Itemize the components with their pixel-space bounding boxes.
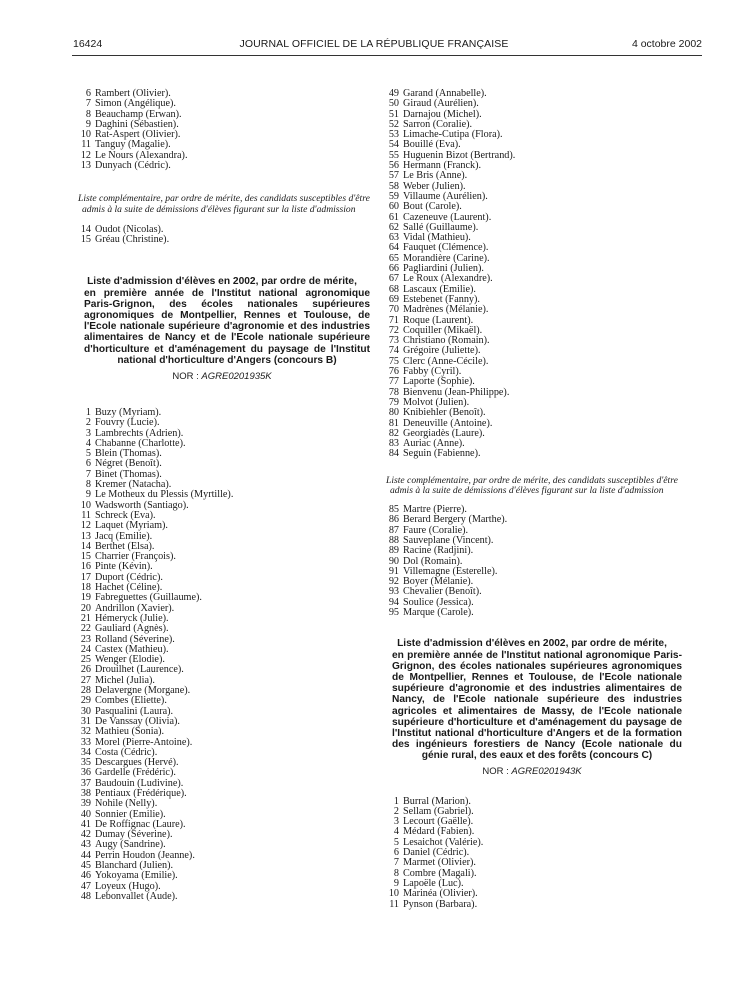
candidate-name: Perrin Houdon (Jeanne). [95,849,195,861]
rank-number: 67 [388,273,399,285]
list-item [382,408,682,418]
candidate-name: Wenger (Elodie). [95,654,165,666]
rank-number: 66 [388,263,399,275]
rank-number: 75 [388,355,399,367]
rank-number: 64 [388,242,399,254]
rank-number: 3 [85,427,91,439]
list-item [74,235,370,245]
candidate-name: Clerc (Anne-Cécile). [403,355,489,367]
candidate-name: De Vanssay (Olivia). [95,715,180,727]
rank-number: 6 [85,88,91,99]
rank-number: 6 [85,458,91,470]
rank-number: 43 [80,839,91,851]
rank-number: 11 [81,509,91,521]
nor-reference [74,371,370,382]
candidate-name: Rambert (Olivier). [95,88,171,99]
rank-number: 81 [388,417,399,429]
candidate-name: Dunyach (Cédric). [95,160,171,172]
admission-list-concours-c [382,797,682,910]
candidate-name: Molvot (Julien). [403,396,470,408]
candidate-name: Bouillé (Eva). [403,139,461,151]
complementary-list [74,225,370,246]
rank-number: 20 [80,602,91,614]
candidate-name: Hachet (Céline). [95,582,163,594]
candidate-name: De Roffignac (Laure). [95,818,186,830]
candidate-name: Le Nours (Alexandra). [95,149,188,161]
rank-number: 87 [388,524,399,536]
candidate-name: Pasqualini (Laura). [95,705,174,717]
rank-number: 39 [80,798,91,810]
candidate-name: Drouilhet (Laurence). [95,664,184,676]
rank-number: 52 [388,118,399,130]
candidate-name: Gréau (Christine). [95,234,170,246]
candidate-name: Duport (Cédric). [95,571,163,583]
candidate-name: Lebonvallet (Aude). [95,890,178,902]
rank-number: 15 [80,234,91,246]
rank-number: 42 [80,829,91,841]
candidate-name: Racine (Radjini). [403,545,474,557]
rank-number: 35 [80,757,91,769]
candidate-name: Loyeux (Hugo). [95,880,161,892]
candidate-name: Hermann (Franck). [403,160,482,172]
rank-number: 24 [80,643,91,655]
rank-number: 25 [80,654,91,666]
rank-number: 2 [393,805,399,817]
rank-number: 10 [80,499,91,511]
candidate-name: Garand (Annabelle). [403,88,487,99]
list-item [382,900,682,910]
left-column [74,89,370,902]
rank-number: 84 [388,448,399,460]
rank-number: 13 [80,160,91,172]
candidate-name: Oudot (Nicolas). [95,223,164,235]
candidate-name: Michel (Julia). [95,674,155,686]
rank-number: 61 [388,211,399,223]
rank-number: 86 [388,514,399,526]
rank-number: 38 [80,787,91,799]
rank-number: 41 [80,818,91,830]
candidate-name: Sallé (Guillaume). [403,221,479,233]
candidate-name: Fauquet (Clémence). [403,242,489,254]
rank-number: 1 [85,407,91,418]
candidate-name: Morandière (Carine). [403,252,490,264]
rank-number: 23 [80,633,91,645]
rank-number: 26 [80,664,91,676]
candidate-name: Madrènes (Mélanie). [403,304,489,316]
rank-number: 30 [80,705,91,717]
candidate-name: Costa (Cédric). [95,746,158,758]
rank-number: 10 [80,129,91,141]
candidate-name: Delavergne (Morgane). [95,685,191,697]
candidate-name: Huguenin Bizot (Bertrand). [403,149,516,161]
candidate-name: Auriac (Anne). [403,438,465,450]
candidate-name: Sonnier (Emilie). [95,808,166,820]
candidate-name: Estebenet (Fanny). [403,293,480,305]
candidate-name: Daghini (Sébastien). [95,118,179,130]
nor-code: AGRE0201935K [201,371,272,382]
rank-number: 47 [80,880,91,892]
candidate-name: Gardelle (Frédéric). [95,767,176,779]
rank-number: 60 [388,201,399,213]
rank-number: 5 [85,448,91,460]
candidate-name: Simon (Angélique). [95,98,176,110]
candidate-name: Weber (Julien). [403,180,466,192]
rank-number: 83 [388,438,399,450]
candidate-name: Gauliard (Agnès). [95,623,169,635]
candidate-name: Schreck (Eva). [95,509,156,521]
candidate-name: Grégoire (Juliette). [403,345,481,357]
rank-number: 74 [388,345,399,357]
rank-number: 18 [80,582,91,594]
heading-body: en première année de l'Institut national agronomique Paris-Grignon, des écoles nationales supérieures agronomiques de Montpellier, Rennes et Toulouse, de l'Ecole nationale supérieure d'agronomie et des industries alimentaires de Nancy et de l'Ecole nationale supérieure d'horticulture et d'aménagement du paysage de l'Institut national d'horticulture d'Angers (concours B) [84,287,370,366]
candidate-name: Villemagne (Esterelle). [403,565,498,577]
rank-number: 36 [80,767,91,779]
candidate-name: Dumay (Séverine). [95,829,173,841]
candidate-name: Lascaux (Emilie). [403,283,476,295]
candidate-name: Andrillon (Xavier). [95,602,175,614]
rank-number: 11 [389,898,399,910]
candidate-name: Négret (Benoît). [95,458,162,470]
rank-number: 27 [80,674,91,686]
candidate-name: Daniel (Cédric). [403,847,470,859]
rank-number: 65 [388,252,399,264]
rank-number: 45 [80,860,91,872]
candidate-name: Pinte (Kévin). [95,561,153,573]
heading-body: en première année de l'Institut national agronomique Paris-Grignon, des écoles nationales supérieures agronomiques de Montpellier, Rennes et Toulouse, de l'Ecole nationale supérieure d'agronomie et des industries alimentaires de Nancy, de l'Ecole nationale supérieure des industries agricoles et alimentaires de Massy, de l'Ecole nationale supérieure d'horticulture et d'aménagement du paysage de l'Institut national d'horticulture d'Angers et de la formation des ingénieurs forestiers de Nancy (Ecole nationale du génie rural, des eaux et des forêts (concours C) [392,649,682,762]
candidate-name: Lambrechts (Adrien). [95,427,184,439]
rank-number: 14 [80,540,91,552]
list-item [74,892,370,902]
candidate-name: Berthet (Elsa). [95,540,155,552]
rank-number: 85 [388,504,399,516]
candidate-name: Charrier (François). [95,551,176,563]
list-item [74,161,370,171]
candidate-name: Darnajou (Michel). [403,108,482,120]
candidate-name: Jacq (Emilie). [95,530,153,542]
rank-number: 2 [85,417,91,429]
rank-number: 88 [388,534,399,546]
candidate-name: Roque (Laurent). [403,314,474,326]
candidate-name: Knibiehler (Benoît). [403,407,486,419]
candidate-name: Hémeryck (Julie). [95,612,169,624]
candidate-name: Marinéa (Olivier). [403,888,478,900]
rank-number: 33 [80,736,91,748]
candidate-name: Le Motheux du Plessis (Myrtille). [95,489,234,501]
rank-number: 9 [393,877,399,889]
rank-number: 7 [85,98,91,110]
candidate-name: Rolland (Séverine). [95,633,175,645]
nor-code: AGRE0201943K [511,765,582,777]
rank-number: 29 [80,695,91,707]
candidate-name: Lecourt (Gaëlle). [403,816,474,828]
complementary-list-note: Liste complémentaire, par ordre de mérite, des candidats susceptibles d'être admis à la suite de démissions d'élèves figurant sur la liste d'admission [386,474,678,497]
candidate-name: Deneuville (Antoine). [403,417,493,429]
candidate-name: Kremer (Natacha). [95,479,172,491]
rank-number: 92 [388,576,399,588]
candidate-name: Seguin (Fabienne). [403,448,481,460]
candidate-name: Descargues (Hervé). [95,757,179,769]
rank-number: 13 [80,530,91,542]
rank-number: 7 [393,857,399,869]
rank-number: 31 [80,715,91,727]
candidate-name: Faure (Coralie). [403,524,469,536]
rank-number: 78 [388,386,399,398]
rank-number: 54 [388,139,399,151]
candidate-name: Le Roux (Alexandre). [403,273,493,285]
candidate-name: Morel (Pierre-Antoine). [95,736,193,748]
candidate-name: Laquet (Myriam). [95,520,168,532]
nor-label: NOR : [172,371,199,382]
page-number: 16424 [73,38,103,50]
candidate-name: Combes (Eliette). [95,695,167,707]
rank-number: 8 [85,479,91,491]
rank-number: 17 [80,571,91,583]
list-item [382,449,682,459]
admission-list-concours-b [74,408,370,902]
rank-number: 79 [388,396,399,408]
candidate-name: Rat-Aspert (Olivier). [95,129,181,141]
rank-number: 71 [388,314,399,326]
candidate-name: Pynson (Barbara). [403,898,478,910]
candidate-name: Bienvenu (Jean-Philippe). [403,386,510,398]
rank-number: 56 [388,160,399,172]
rank-number: 10 [388,888,399,900]
rank-number: 3 [393,816,399,828]
candidate-name: Lapoële (Luc). [403,877,464,889]
rank-number: 8 [393,867,399,879]
rank-number: 28 [80,685,91,697]
candidate-name: Lesaichot (Valérie). [403,836,484,848]
candidate-name: Dol (Romain). [403,555,463,567]
rank-number: 50 [388,98,399,110]
complementary-list-concours-b [382,505,682,618]
nor-reference [382,766,682,777]
complementary-list-note: Liste complémentaire, par ordre de mérite, des candidats susceptibles d'être admis à la suite de démissions d'élèves figurant sur la liste d'admission [78,193,370,216]
rank-number: 40 [80,808,91,820]
rank-number: 94 [388,596,399,608]
heading-first-line: Liste d'admission d'élèves en 2002, par ordre de mérite, [87,276,357,288]
candidate-name: Limache-Cutipa (Flora). [403,129,503,141]
rank-number: 9 [85,489,91,501]
issue-date: 4 octobre 2002 [631,38,702,50]
candidate-name: Cazeneuve (Laurent). [403,211,492,223]
rank-number: 48 [80,890,91,902]
candidate-name: Blein (Thomas). [95,448,162,460]
candidate-name: Yokoyama (Emilie). [95,870,178,882]
candidate-name: Fouvry (Lucie). [95,417,160,429]
rank-number: 5 [393,836,399,848]
rank-number: 46 [80,870,91,882]
rank-number: 14 [80,223,91,235]
right-column [382,89,682,910]
candidate-name: Burral (Marion). [403,795,471,807]
section-heading-concours-b [74,276,370,366]
candidate-name: Nohile (Nelly). [95,798,158,810]
list-item [74,624,370,634]
candidate-name: Sarron (Coralie). [403,118,473,130]
rank-number: 32 [80,726,91,738]
rank-number: 73 [388,335,399,347]
rank-number: 4 [393,826,399,838]
candidate-name: Sellam (Gabriel). [403,805,474,817]
rank-number: 12 [80,149,91,161]
rank-number: 8 [85,108,91,120]
candidate-name: Médard (Fabien). [403,826,475,838]
rank-number: 19 [80,592,91,604]
candidate-name: Beauchamp (Erwan). [95,108,182,120]
candidate-name: Mathieu (Sonia). [95,726,165,738]
candidate-name: Berard Bergery (Marthe). [403,514,508,526]
candidate-name: Marque (Carole). [403,607,474,619]
candidate-name: Georgiadès (Laure). [403,427,485,439]
candidate-name: Blanchard (Julien). [95,860,174,872]
candidate-name: Martre (Pierre). [403,504,467,516]
rank-number: 44 [80,849,91,861]
list-item [382,608,682,618]
rank-number: 70 [388,304,399,316]
candidate-name: Bout (Carole). [403,201,462,213]
candidate-name: Buzy (Myriam). [95,407,162,418]
rank-number: 6 [393,847,399,859]
rank-number: 62 [388,221,399,233]
rank-number: 59 [388,190,399,202]
rank-number: 9 [85,118,91,130]
admission-list-concours-b-continued [382,89,682,460]
rank-number: 51 [388,108,399,120]
rank-number: 7 [85,468,91,480]
list-item [74,727,370,737]
rank-number: 63 [388,232,399,244]
candidate-name: Fabby (Cyril). [403,366,462,378]
rank-number: 95 [388,607,399,619]
candidate-name: Wadsworth (Santiago). [95,499,189,511]
rank-number: 34 [80,746,91,758]
list-item [382,305,682,315]
candidate-name: Vidal (Mathieu). [403,232,471,244]
rank-number: 22 [80,623,91,635]
rank-number: 68 [388,283,399,295]
heading-first-line: Liste d'admission d'élèves en 2002, par ordre de mérite, [397,638,667,650]
rank-number: 77 [388,376,399,388]
rank-number: 1 [393,795,399,807]
rank-number: 69 [388,293,399,305]
candidate-name: Coquiller (Mikaël). [403,324,483,336]
candidate-name: Combre (Magali). [403,867,477,879]
candidate-name: Pagliardini (Julien). [403,263,484,275]
candidate-name: Augy (Sandrine). [95,839,166,851]
section-heading-concours-c [382,638,682,761]
candidate-name: Le Bris (Anne). [403,170,468,182]
page-header [0,38,748,56]
rank-number: 11 [81,139,91,151]
nor-label: NOR : [482,765,509,777]
candidate-name: Baudouin (Ludivine). [95,777,184,789]
rank-number: 15 [80,551,91,563]
rank-number: 55 [388,149,399,161]
candidate-name: Fabreguettes (Guillaume). [95,592,202,604]
rank-number: 21 [80,612,91,624]
candidate-name: Soulice (Jessica). [403,596,474,608]
candidate-name: Castex (Mathieu). [95,643,169,655]
rank-number: 4 [85,437,91,449]
candidate-name: Laporte (Sophie). [403,376,475,388]
admission-list-continued [74,89,370,171]
rank-number: 72 [388,324,399,336]
rank-number: 12 [80,520,91,532]
rank-number: 89 [388,545,399,557]
candidate-name: Tanguy (Magalie). [95,139,171,151]
candidate-name: Pentiaux (Frédérique). [95,787,187,799]
rank-number: 37 [80,777,91,789]
rank-number: 80 [388,407,399,419]
rank-number: 76 [388,366,399,378]
rank-number: 93 [388,586,399,598]
candidate-name: Boyer (Mélanie). [403,576,474,588]
candidate-name: Sauveplane (Vincent). [403,534,494,546]
candidate-name: Giraud (Aurélien). [403,98,479,110]
rank-number: 16 [80,561,91,573]
rank-number: 90 [388,555,399,567]
rank-number: 91 [388,565,399,577]
rank-number: 58 [388,180,399,192]
candidate-name: Marmet (Olivier). [403,857,476,869]
rank-number: 82 [388,427,399,439]
candidate-name: Chevalier (Benoît). [403,586,482,598]
candidate-name: Binet (Thomas). [95,468,162,480]
rank-number: 53 [388,129,399,141]
rank-number: 49 [388,88,399,99]
rank-number: 57 [388,170,399,182]
candidate-name: Villaume (Aurélien). [403,190,488,202]
journal-title: JOURNAL OFFICIEL DE LA RÉPUBLIQUE FRANÇAISE [239,38,509,50]
candidate-name: Chabanne (Charlotte). [95,437,186,449]
candidate-name: Christiano (Romain). [403,335,490,347]
header-rule [72,55,702,56]
